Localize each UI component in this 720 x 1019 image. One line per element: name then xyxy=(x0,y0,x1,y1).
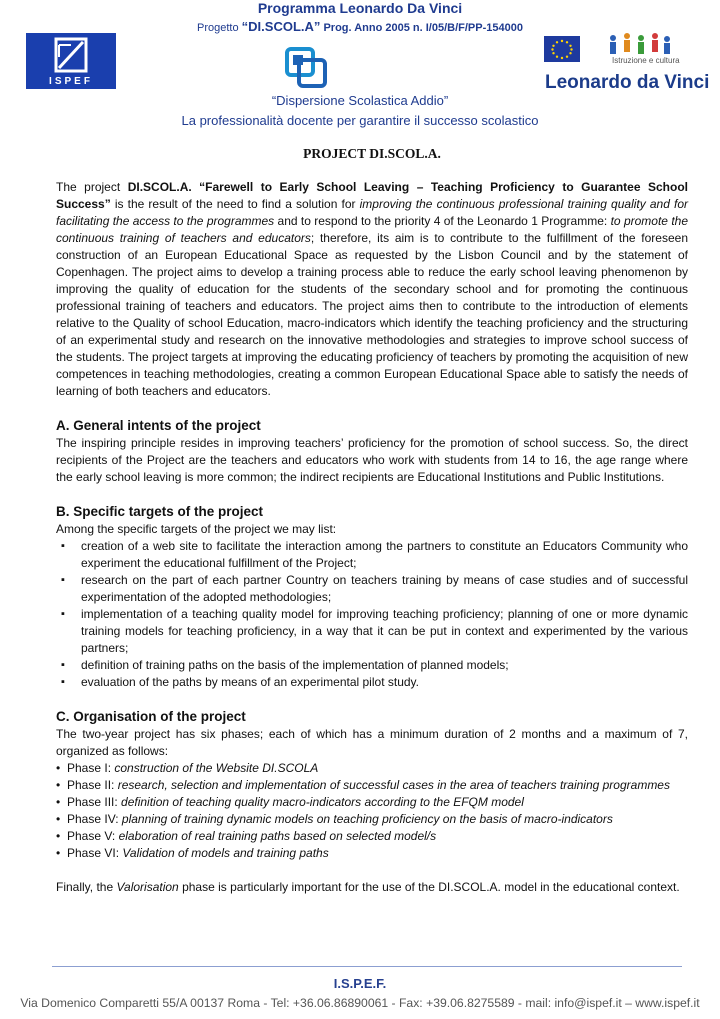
list-item: ▪ implementation of a teaching quality model for improving teaching proficiency; planning of one or more dynamic training models for teaching proficiency, in a way that it can be put in context and experimented by the various partners; xyxy=(81,606,688,657)
section-c-lead: The two-year project has six phases; each of which has a minimum duration of 2 months and a maximum of 7, organized as follows: xyxy=(56,727,688,758)
letterhead xyxy=(0,0,720,140)
phase-text: Validation of models and training paths xyxy=(122,846,329,860)
section-c-heading: C. Organisation of the project xyxy=(56,709,246,724)
phase-item xyxy=(56,845,688,862)
section-b-heading: B. Specific targets of the project xyxy=(56,504,264,519)
footer-address: Via Domenico Comparetti 55/A 00137 Roma - Tel: +36.06.86890061 - Fax: +39.06.8275589 - mail: info@ispef.it – www.ispef.it xyxy=(20,996,700,1010)
intro-emphasis-1: improving the continuous professional training quality and for facilitating the access to the programmes xyxy=(56,197,689,228)
intro-paragraph xyxy=(56,179,688,400)
project-number: Prog. Anno 2005 n. I/05/B/F/PP-154000 xyxy=(323,22,523,34)
phase-list xyxy=(56,760,688,862)
list-item: ▪ evaluation of the paths by means of an experimental pilot study. xyxy=(81,674,688,691)
ispef-logo xyxy=(26,33,116,89)
programme-title: Programma Leonardo Da Vinci xyxy=(257,0,463,16)
phase-text: research, selection and implementation of successful cases in the area of teachers training programmes xyxy=(117,778,670,792)
list-item: ▪ research on the part of each partner Country on teachers training by means of case studies and of successful experimentation of the adopted methodologies; xyxy=(81,572,688,606)
phase-label: Phase IV: xyxy=(67,812,122,826)
ldv-caption: Istruzione e cultura xyxy=(612,56,680,65)
phase-item xyxy=(56,811,688,828)
phase-label: Phase V: xyxy=(67,829,119,843)
project-motto: “Dispersione Scolastica Addio” xyxy=(271,93,449,108)
project-prefix: Progetto xyxy=(197,22,239,34)
page-title: PROJECT DI.SCOL.A. xyxy=(303,146,441,161)
intro-text-3: and to respond to the priority 4 of the Leonardo 1 Programme: xyxy=(274,214,611,228)
closing-text-1: Finally, the xyxy=(56,880,117,894)
phase-label: Phase I: xyxy=(67,761,115,775)
discola-logo xyxy=(285,47,329,89)
phase-text: definition of teaching quality macro-indicators according to the EFQM model xyxy=(121,795,524,809)
ispef-logo-text: ISPEF xyxy=(49,76,93,87)
phase-label: Phase VI: xyxy=(67,846,123,860)
leonardo-brand: Leonardo da Vinci xyxy=(545,72,710,93)
phase-label: Phase II: xyxy=(67,778,118,792)
footer-divider xyxy=(52,966,682,967)
closing-emphasis: Valorisation xyxy=(116,880,179,894)
leonardo-people-icon xyxy=(603,30,675,58)
footer-org: I.S.P.E.F. xyxy=(333,976,387,991)
intro-project-name: DI.SCOL.A. “Farewell to Early School Leaving – Teaching Proficiency to Guarantee School Success” xyxy=(56,180,688,211)
closing-paragraph xyxy=(56,879,688,896)
phase-label: Phase III: xyxy=(67,795,122,809)
phase-item xyxy=(56,828,688,845)
intro-emphasis-2: to promote the continuous training of teachers and educators xyxy=(56,214,689,245)
closing-text-2: phase is particularly important for the use of the DI.SCOL.A. model in the educational context. xyxy=(178,880,680,894)
section-b-list xyxy=(56,538,688,691)
phase-text: planning of training dynamic models on teaching proficiency on the basis of macro-indicators xyxy=(121,812,613,826)
phase-item xyxy=(56,794,688,811)
phase-item xyxy=(56,760,688,777)
section-a-body: The inspiring principle resides in improving teachers’ proficiency for the promotion of school success. So, the direct recipients of the Project are the teachers and educators who work with students from 14 to 16, the age range where the early school leaving is more common; the indirect recipients are Educational Institutions and Public Institutions. xyxy=(56,436,688,484)
eu-flag xyxy=(544,36,580,62)
project-code: “DI.SCOL.A” xyxy=(241,19,321,34)
intro-text-1: The project xyxy=(56,180,128,194)
section-a-heading: A. General intents of the project xyxy=(56,418,261,433)
intro-text-2: is the result of the need to find a solution for xyxy=(110,197,360,211)
phase-text: elaboration of real training paths based on selected model/s xyxy=(118,829,437,843)
list-item: ▪ definition of training paths on the basis of the implementation of planned models; xyxy=(81,657,688,674)
phase-text: construction of the Website DI.SCOLA xyxy=(114,761,319,775)
intro-text-4: ; therefore, its aim is to contribute to the fulfillment of the foreseen construction of an European Educational Space as requested by the Lisbon Council and by the statement of Copenhagen. The project aims to develop a training process able to reduce the early school leaving phenomenon by improving the quality of education for the students of the secondary school and for promoting the continuous professional training of teachers and educators. The project aims then to contribute to the introduction of elements relative to the Quality of school Education, macro-indicators which identify the teaching proficiency and the structuring of an experimental study and research on the innovative methodologies and strategies to improve school success of the students. The project targets at improving the educating proficiency of teachers by promoting the acquisition of new competences in teaching methodologies, creating a common European Educational Space able to satisfy the needs of learning of both teachers and educators. xyxy=(56,231,688,398)
project-subtitle: La professionalità docente per garantire il successo scolastico xyxy=(181,113,539,128)
document-body xyxy=(56,145,688,896)
discola-logo-icon xyxy=(285,47,329,89)
phase-item xyxy=(56,777,688,794)
ispef-logo-icon xyxy=(26,33,116,89)
section-b-lead: Among the specific targets of the project we may list: xyxy=(56,522,337,536)
eu-stars-icon xyxy=(544,36,580,62)
list-item: ▪ creation of a web site to facilitate the interaction among the partners to constitute an Educators Community who experiment the educational fulfillment of the Project; xyxy=(81,538,688,572)
